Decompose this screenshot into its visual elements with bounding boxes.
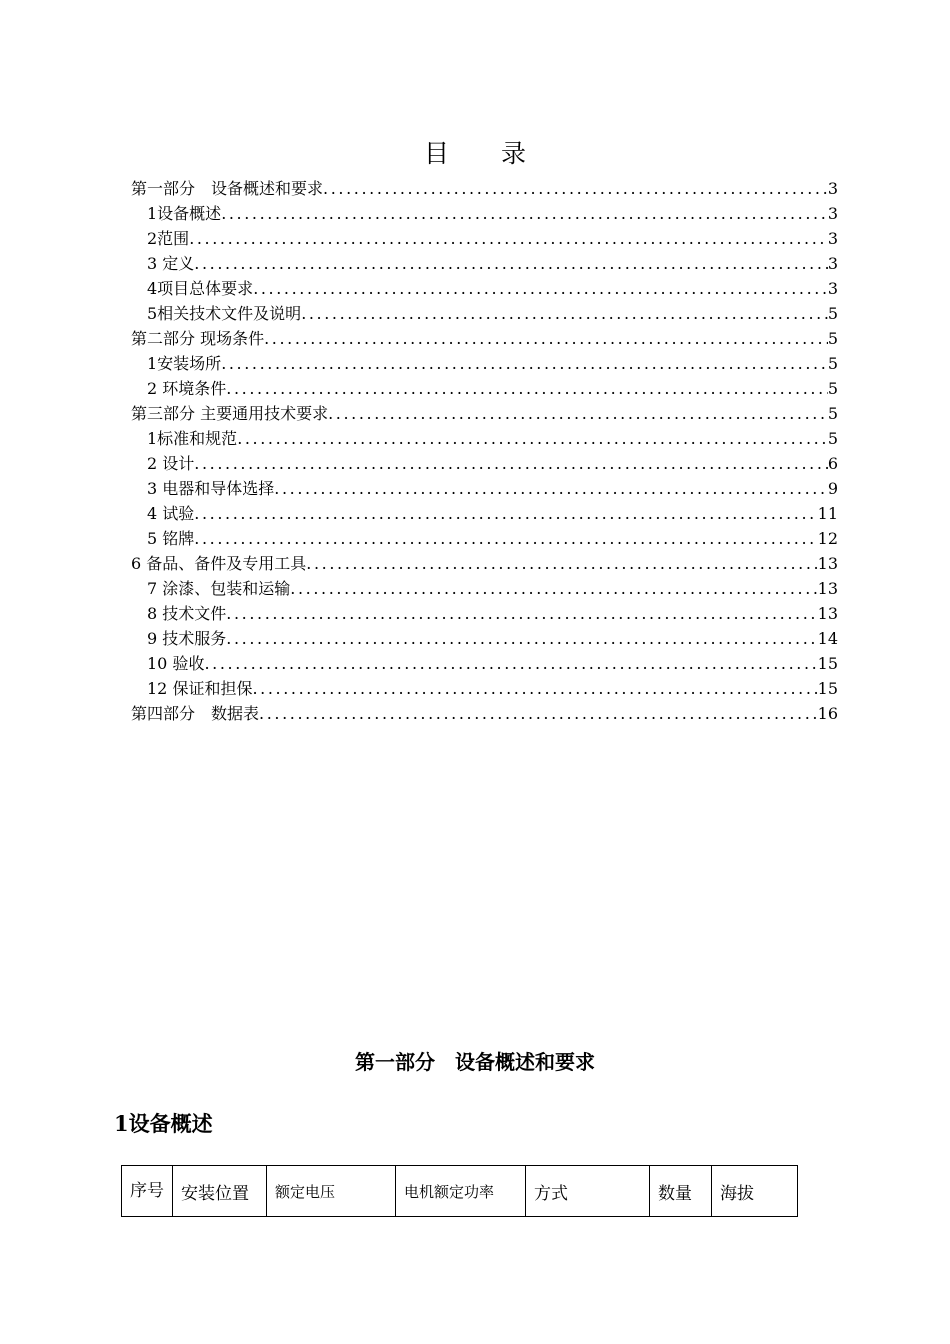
toc-entry-page: 11: [817, 504, 838, 523]
toc-entry[interactable]: [131, 376, 838, 401]
toc-leader-dots: [226, 629, 817, 648]
toc-entry-page: 14: [817, 629, 838, 648]
toc-entry[interactable]: [131, 301, 838, 326]
toc-leader-dots: [237, 429, 828, 448]
header-cell-motor-power: 电机额定功率: [396, 1166, 526, 1217]
toc-entry-label: 10 验收: [147, 654, 205, 673]
table-of-contents: [131, 176, 838, 726]
toc-entry[interactable]: [131, 651, 838, 676]
header-cell-serial: 序号: [122, 1166, 173, 1217]
toc-entry-label: 8 技术文件: [147, 604, 227, 623]
toc-entry-page: 5: [827, 429, 838, 448]
toc-entry[interactable]: [131, 501, 838, 526]
section-heading: 1设备概述: [114, 1111, 213, 1136]
toc-entry[interactable]: [131, 426, 838, 451]
toc-entry-page: 13: [817, 604, 838, 623]
toc-leader-dots: [221, 204, 828, 223]
toc-leader-dots: [328, 404, 828, 423]
toc-leader-dots: [194, 454, 828, 473]
toc-leader-dots: [194, 504, 817, 523]
toc-entry[interactable]: [131, 226, 838, 251]
toc-entry-label: 4项目总体要求: [147, 279, 254, 298]
header-cell-quantity: 数量: [650, 1166, 712, 1217]
toc-entry-label: 第三部分 主要通用技术要求: [131, 404, 329, 423]
toc-entry-page: 3: [827, 179, 838, 198]
toc-entry[interactable]: [131, 201, 838, 226]
toc-entry-label: 4 试验: [147, 504, 195, 523]
toc-entry[interactable]: [131, 401, 838, 426]
toc-entry-label: 5 铭牌: [147, 529, 195, 548]
toc-entry-page: 13: [817, 554, 838, 573]
toc-leader-dots: [252, 679, 817, 698]
toc-entry[interactable]: [131, 551, 838, 576]
toc-entry-page: 12: [817, 529, 838, 548]
toc-entry-label: 第一部分 设备概述和要求: [131, 179, 324, 198]
toc-entry-label: 1安装场所: [147, 354, 222, 373]
toc-entry-label: 第四部分 数据表: [131, 704, 260, 723]
toc-entry-label: 9 技术服务: [147, 629, 227, 648]
toc-leader-dots: [226, 379, 828, 398]
toc-entry-label: 3 定义: [147, 254, 195, 273]
toc-leader-dots: [301, 304, 828, 323]
toc-entry-page: 15: [817, 679, 838, 698]
toc-entry-page: 9: [827, 479, 838, 498]
toc-entry[interactable]: [131, 476, 838, 501]
toc-entry-label: 7 涂漆、包装和运输: [147, 579, 291, 598]
toc-leader-dots: [204, 654, 817, 673]
equipment-table: [121, 1165, 798, 1217]
toc-entry[interactable]: [131, 326, 838, 351]
header-cell-location: 安装位置: [173, 1166, 267, 1217]
toc-entry-label: 1设备概述: [147, 204, 222, 223]
toc-leader-dots: [194, 254, 828, 273]
part-heading: 第一部分 设备概述和要求: [355, 1050, 595, 1074]
toc-entry-label: 6 备品、备件及专用工具: [131, 554, 307, 573]
toc-leader-dots: [194, 529, 817, 548]
toc-entry[interactable]: [131, 176, 838, 201]
toc-entry-page: 13: [817, 579, 838, 598]
toc-leader-dots: [274, 479, 828, 498]
toc-entry-label: 3 电器和导体选择: [147, 479, 275, 498]
toc-leader-dots: [226, 604, 817, 623]
header-cell-mode: 方式: [526, 1166, 650, 1217]
toc-entry[interactable]: [131, 626, 838, 651]
toc-leader-dots: [323, 179, 828, 198]
header-cell-altitude: 海拔: [712, 1166, 798, 1217]
toc-entry-page: 3: [827, 279, 838, 298]
toc-entry-label: 5相关技术文件及说明: [147, 304, 302, 323]
table-header-row: [122, 1166, 798, 1217]
toc-entry[interactable]: [131, 451, 838, 476]
toc-entry[interactable]: [131, 676, 838, 701]
toc-entry[interactable]: [131, 276, 838, 301]
toc-leader-dots: [264, 329, 828, 348]
toc-leader-dots: [290, 579, 817, 598]
toc-entry-page: 3: [827, 229, 838, 248]
toc-entry-page: 5: [827, 354, 838, 373]
toc-entry-page: 3: [827, 254, 838, 273]
toc-entry-label: 12 保证和担保: [147, 679, 253, 698]
toc-entry[interactable]: [131, 351, 838, 376]
toc-entry-page: 16: [817, 704, 838, 723]
toc-leader-dots: [259, 704, 818, 723]
toc-entry[interactable]: [131, 526, 838, 551]
toc-entry[interactable]: [131, 251, 838, 276]
toc-entry-label: 2 设计: [147, 454, 195, 473]
toc-leader-dots: [221, 354, 828, 373]
toc-entry-page: 5: [827, 304, 838, 323]
toc-entry-page: 6: [827, 454, 838, 473]
toc-entry-page: 5: [827, 379, 838, 398]
toc-entry[interactable]: [131, 576, 838, 601]
toc-leader-dots: [306, 554, 817, 573]
toc-entry-page: 5: [827, 404, 838, 423]
toc-entry-label: 1标准和规范: [147, 429, 238, 448]
toc-entry[interactable]: [131, 601, 838, 626]
toc-entry-page: 5: [827, 329, 838, 348]
header-cell-rated-voltage: 额定电压: [267, 1166, 396, 1217]
toc-title: 目 录: [424, 139, 548, 168]
toc-entry-page: 15: [817, 654, 838, 673]
toc-entry[interactable]: [131, 701, 838, 726]
toc-entry-label: 2 环境条件: [147, 379, 227, 398]
toc-entry-page: 3: [827, 204, 838, 223]
toc-leader-dots: [189, 229, 828, 248]
toc-entry-label: 2范围: [147, 229, 190, 248]
toc-leader-dots: [253, 279, 828, 298]
toc-entry-label: 第二部分 现场条件: [131, 329, 265, 348]
